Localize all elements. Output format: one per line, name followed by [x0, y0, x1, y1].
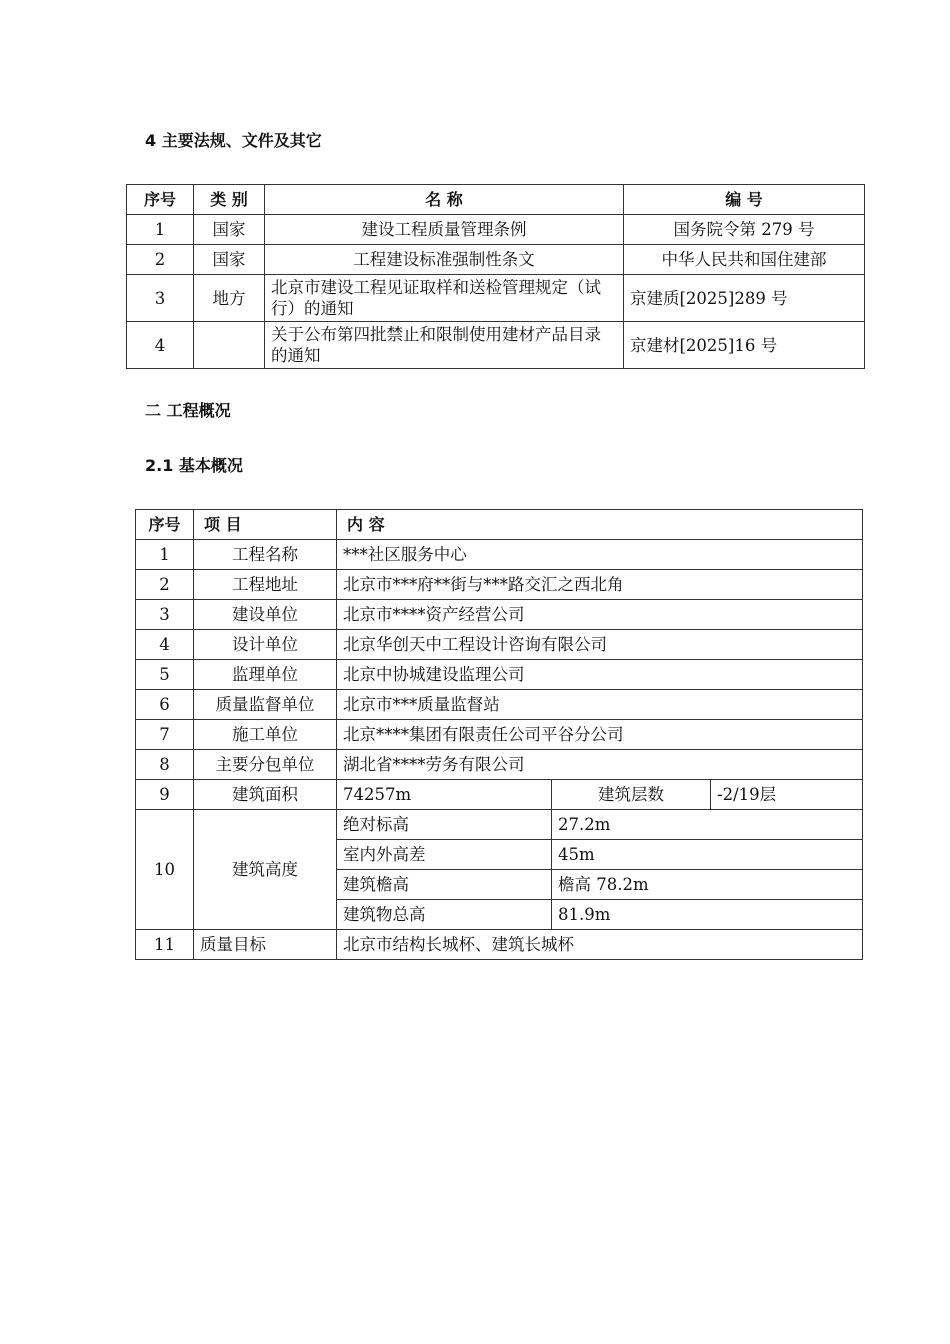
table-row	[136, 570, 863, 600]
cell-no: 8	[136, 750, 194, 780]
cell-no: 3	[127, 275, 194, 322]
section-2-title: 二 工程概况	[145, 401, 231, 420]
cell-item: 设计单位	[194, 630, 337, 660]
cell-item: 工程名称	[194, 540, 337, 570]
cell-sub-value: 27.2m	[552, 810, 863, 840]
cell-no: 6	[136, 690, 194, 720]
header-name: 名 称	[265, 185, 624, 215]
header-no: 序号	[136, 510, 194, 540]
cell-no: 4	[127, 322, 194, 369]
cell-item: 质量目标	[194, 930, 337, 960]
cell-code: 京建材[2025]16 号	[624, 322, 865, 369]
table-row	[136, 780, 863, 810]
cell-no: 11	[136, 930, 194, 960]
cell-sub-value: 81.9m	[552, 900, 863, 930]
cell-sub-label: 室内外高差	[337, 840, 552, 870]
cell-no: 2	[127, 245, 194, 275]
cell-content: ***社区服务中心	[337, 540, 863, 570]
table-header-row	[127, 185, 865, 215]
cell-item: 建筑高度	[194, 810, 337, 930]
table-row	[136, 660, 863, 690]
cell-area: 74257m	[337, 780, 552, 810]
cell-sub-value: 45m	[552, 840, 863, 870]
cell-category: 地方	[194, 275, 265, 322]
cell-content: 北京市****资产经营公司	[337, 600, 863, 630]
cell-content: 北京中协城建设监理公司	[337, 660, 863, 690]
cell-sub-label: 建筑檐高	[337, 870, 552, 900]
cell-no: 1	[127, 215, 194, 245]
cell-floors-label: 建筑层数	[552, 780, 711, 810]
cell-item: 工程地址	[194, 570, 337, 600]
cell-content: 北京华创天中工程设计咨询有限公司	[337, 630, 863, 660]
cell-no: 5	[136, 660, 194, 690]
cell-item: 监理单位	[194, 660, 337, 690]
cell-no: 7	[136, 720, 194, 750]
table-row	[136, 600, 863, 630]
cell-no: 3	[136, 600, 194, 630]
header-code: 编 号	[624, 185, 865, 215]
cell-name: 建设工程质量管理条例	[265, 215, 624, 245]
cell-sub-value: 檐高 78.2m	[552, 870, 863, 900]
cell-category: 国家	[194, 215, 265, 245]
cell-name: 关于公布第四批禁止和限制使用建材产品目录的通知	[265, 322, 624, 369]
cell-content: 北京市***府**街与***路交汇之西北角	[337, 570, 863, 600]
table-header-row	[136, 510, 863, 540]
table-row	[136, 720, 863, 750]
table-row	[136, 690, 863, 720]
cell-item: 质量监督单位	[194, 690, 337, 720]
regulations-table	[126, 184, 865, 369]
cell-content: 北京市***质量监督站	[337, 690, 863, 720]
cell-content: 北京****集团有限责任公司平谷分公司	[337, 720, 863, 750]
cell-no: 1	[136, 540, 194, 570]
table-row	[136, 930, 863, 960]
cell-no: 10	[136, 810, 194, 930]
cell-item: 建设单位	[194, 600, 337, 630]
table-row	[136, 810, 863, 840]
cell-code: 京建质[2025]289 号	[624, 275, 865, 322]
table-row	[127, 322, 865, 369]
header-item: 项 目	[194, 510, 337, 540]
table-row	[136, 630, 863, 660]
cell-code: 中华人民共和国住建部	[624, 245, 865, 275]
table-row	[136, 540, 863, 570]
cell-category: 国家	[194, 245, 265, 275]
cell-name: 北京市建设工程见证取样和送检管理规定（试行）的通知	[265, 275, 624, 322]
cell-name: 工程建设标准强制性条文	[265, 245, 624, 275]
table-row	[127, 275, 865, 322]
header-content: 内 容	[337, 510, 863, 540]
cell-content: 湖北省****劳务有限公司	[337, 750, 863, 780]
table-row	[127, 215, 865, 245]
cell-floors: -2/19层	[711, 780, 863, 810]
cell-code: 国务院令第 279 号	[624, 215, 865, 245]
table-row	[127, 245, 865, 275]
overview-table	[135, 509, 863, 960]
cell-item: 建筑面积	[194, 780, 337, 810]
cell-no: 9	[136, 780, 194, 810]
cell-content: 北京市结构长城杯、建筑长城杯	[337, 930, 863, 960]
cell-sub-label: 建筑物总高	[337, 900, 552, 930]
cell-no: 2	[136, 570, 194, 600]
header-category: 类 别	[194, 185, 265, 215]
section-2-1-title: 2.1 基本概况	[145, 456, 243, 475]
section-4-title: 4 主要法规、文件及其它	[145, 131, 322, 150]
header-no: 序号	[127, 185, 194, 215]
cell-category	[194, 322, 265, 369]
cell-item: 主要分包单位	[194, 750, 337, 780]
cell-no: 4	[136, 630, 194, 660]
table-row	[136, 750, 863, 780]
cell-item: 施工单位	[194, 720, 337, 750]
cell-sub-label: 绝对标高	[337, 810, 552, 840]
